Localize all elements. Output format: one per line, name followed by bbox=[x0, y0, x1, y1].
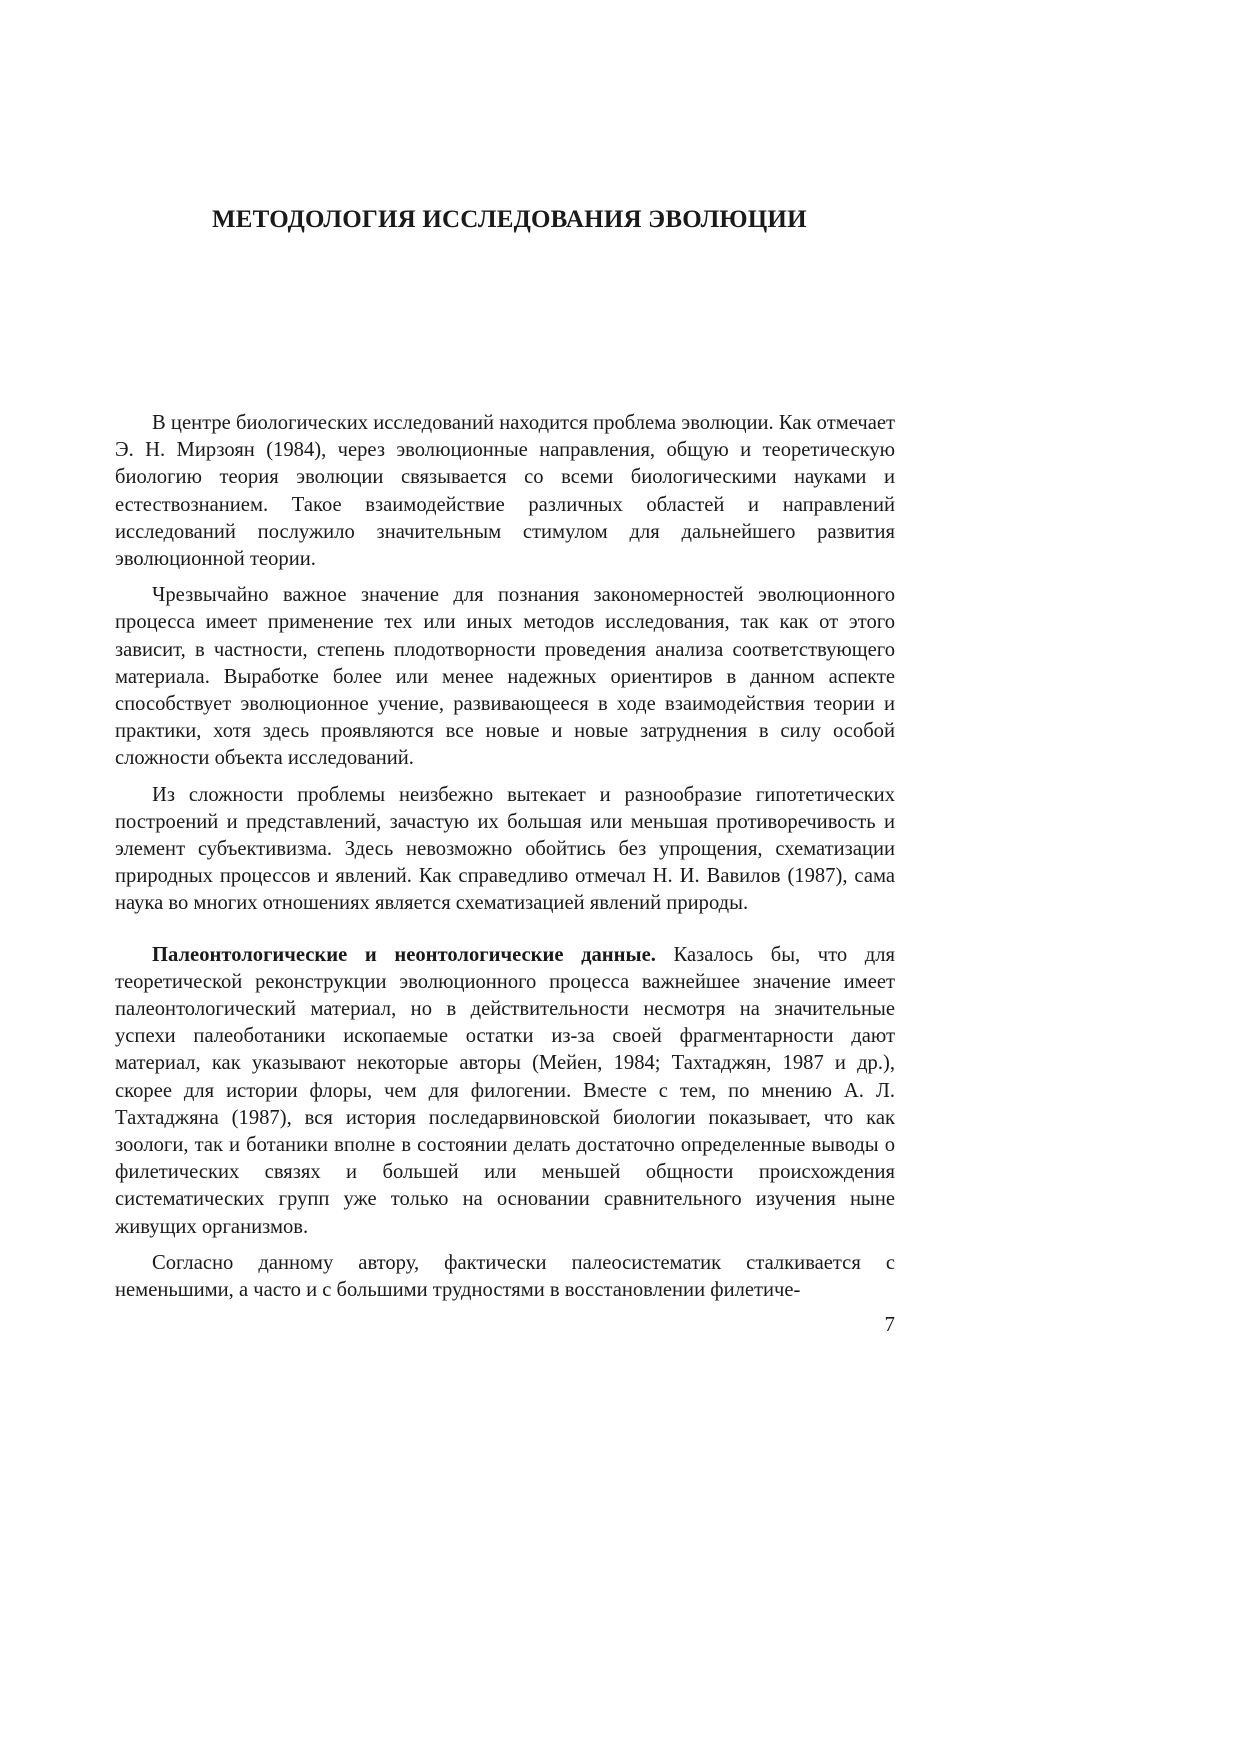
paragraph-1: В центре биологических исследований находится проблема эволюции. Как отмечает Э. Н. Мирзоян (1984), через эволюционные направления, общую и теоретическую биологию теория эволюции связывается со всеми биологическими науками и естествознанием. Такое взаимодействие различных областей и направлений исследований послужило значительным стимулом для дальнейшего развития эволюционной теории. bbox=[115, 412, 895, 571]
chapter-title: МЕТОДОЛОГИЯ ИССЛЕДОВАНИЯ ЭВОЛЮЦИИ bbox=[212, 206, 807, 233]
section-paragraph bbox=[115, 942, 895, 1241]
paragraph-last: Согласно данному автору, фактически палеосистематик сталкивается с неменьшими, а часто и с большими трудностями в восстановлении филетиче- bbox=[115, 1251, 895, 1302]
paragraph-2: Чрезвычайно важное значение для познания закономерностей эволюционного процесса имеет применение тех или иных методов исследования, так как от этого зависит, в частности, степень плодотворности проведения анализа соответствующего материала. Выработке более или менее надежных ориентиров в данном аспекте способствует эволюционное учение, развивающееся в ходе взаимодействия теории и практики, хотя здесь проявляются все новые и новые затруднения в силу особой сложности объекта исследований. bbox=[115, 584, 895, 770]
paragraph-3: Из сложности проблемы неизбежно вытекает и разнообразие гипотетических построений и представлений, зачастую их большая или меньшая противоречивость и элемент субъективизма. Здесь невозможно обойтись без упрощения, схематизации природных процессов и явлений. Как справедливо отмечал Н. И. Вавилов (1987), сама наука во многих отношениях является схематизацией явлений природы. bbox=[115, 783, 895, 915]
runin-heading: Палеонтологические и неонтологические данные. bbox=[152, 943, 656, 966]
page-number: 7 bbox=[884, 1312, 895, 1336]
runin-text: Казалось бы, что для теоретической реконструкции эволюционного процесса важнейшее значение имеет палеонтологический материал, но в действительности несмотря на значительные успехи палеоботаники ископаемые остатки из-за своей фрагментарности дают материал, как указывают некоторые авторы (Мейен, 1984; Тахтаджян, 1987 и др.), скорее для истории флоры, чем для филогении. Вместе с тем, по мнению А. Л. Тахтаджяна (1987), вся история последарвиновской биологии показывает, что как зоологи, так и ботаники вполне в состоянии делать достаточно определенные выводы о филетических связях и большей или меньшей общности происхождения систематических групп уже только на основании сравнительного изучения ныне живущих организмов. bbox=[115, 943, 895, 1238]
body-text bbox=[115, 410, 895, 1304]
